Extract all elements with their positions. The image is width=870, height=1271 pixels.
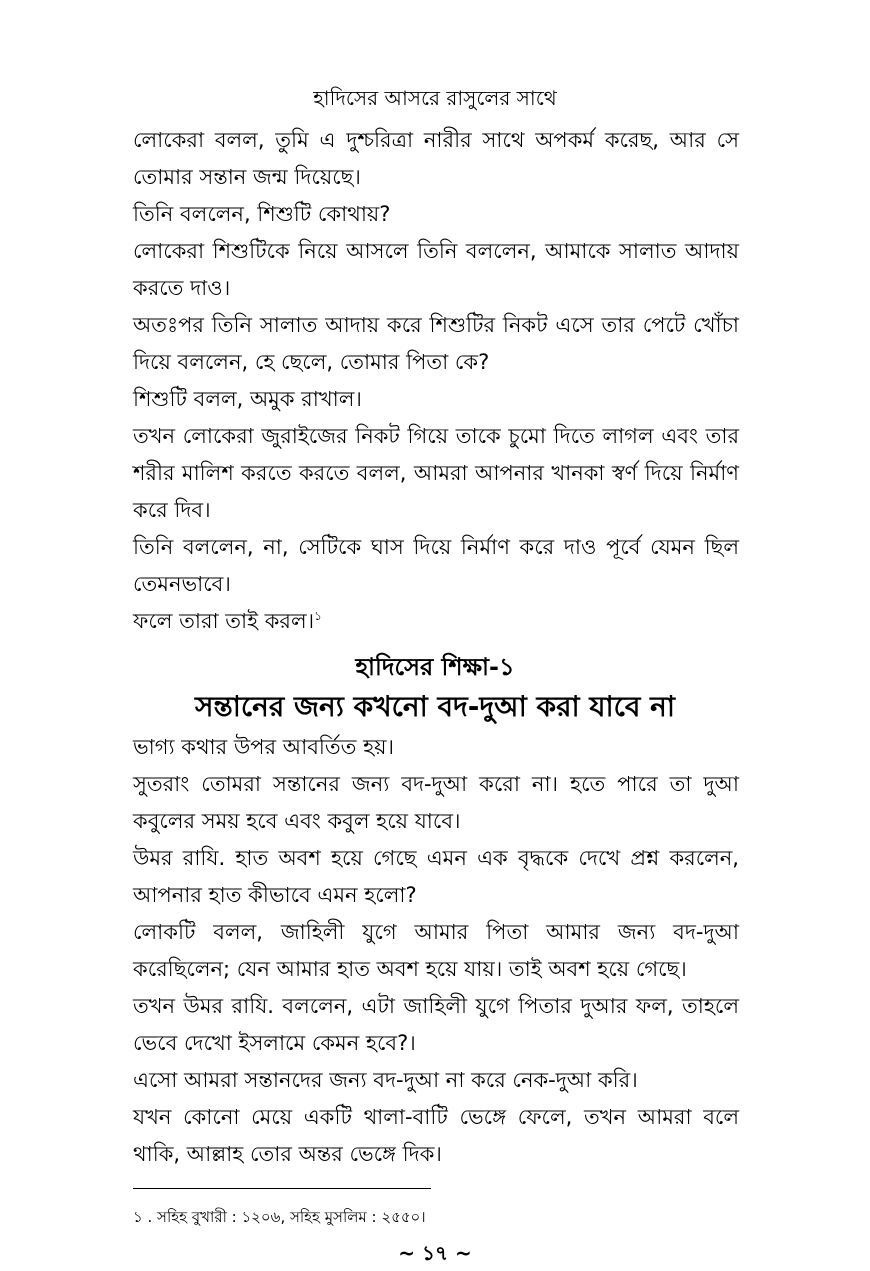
- footnote-marker: ১: [314, 609, 322, 623]
- story-paragraph-7: তিনি বললেন, না, সেটিকে ঘাস দিয়ে নির্মাণ করে দাও পূর্বে যেমন ছিল তেমনভাবে।: [133, 535, 739, 596]
- lesson-paragraph-4: লোকটি বলল, জাহিলী যুগে আমার পিতা আমার জন্য বদ-দুআ করেছিলেন; যেন আমার হাত অবশ হয়ে যায়। তাই অবশ হয়ে গেছে।: [133, 920, 739, 981]
- lesson-paragraph-3: উমর রাযি. হাত অবশ হয়ে গেছে এমন এক বৃদ্ধকে দেখে প্রশ্ন করলেন, আপনার হাত কীভাবে এমন হলো?: [133, 846, 739, 907]
- story-paragraph-3: লোকেরা শিশুটিকে নিয়ে আসলে তিনি বললেন, আমাকে সালাত আদায় করতে দাও।: [133, 239, 739, 300]
- running-header: হাদিসের আসরে রাসুলের সাথে: [313, 86, 557, 110]
- story-paragraph-6: তখন লোকেরা জুরাইজের নিকট গিয়ে তাকে চুমো দিতে লাগল এবং তার শরীর মালিশ করতে করতে বলল, আমরা আপনার খানকা স্বর্ণ দিয়ে নির্মাণ করে দিব।: [133, 424, 739, 522]
- lesson-paragraph-6: এসো আমরা সন্তানদের জন্য বদ-দুআ না করে নেক-দুআ করি।: [133, 1068, 638, 1092]
- story-paragraph-1: লোকেরা বলল, তুমি এ দুশ্চরিত্রা নারীর সাথে অপকর্ম করেছ, আর সে তোমার সন্তান জন্ম দিয়েছে।: [133, 128, 739, 189]
- story-last-line: ফলে তারা তাই করল।: [133, 609, 315, 633]
- page-number: ~ ১৭ ~: [398, 1241, 472, 1265]
- lesson-subheading: হাদিসের শিক্ষা-১: [355, 653, 515, 681]
- lesson-paragraph-1: ভাগ্য কথার উপর আবর্তিত হয়।: [133, 735, 395, 759]
- story-paragraph-2: তিনি বললেন, শিশুটি কোথায়?: [133, 202, 391, 226]
- lesson-heading: সন্তানের জন্য কখনো বদ-দুআ করা যাবে না: [194, 690, 676, 723]
- story-text: [133, 122, 739, 640]
- lesson-text: [133, 729, 739, 1173]
- story-paragraph-8: [133, 603, 739, 640]
- lesson-paragraph-5: তখন উমর রাযি. বললেন, এটা জাহিলী যুগে পিতার দুআর ফল, তাহলে ভেবে দেখো ইসলামে কেমন হবে?।: [133, 994, 739, 1055]
- lesson-paragraph-7: যখন কোনো মেয়ে একটি থালা-বাটি ভেঙ্গে ফেলে, তখন আমরা বলে থাকি, আল্লাহ তোর অন্তর ভেঙ্গে দিক।: [133, 1105, 739, 1166]
- story-paragraph-5: শিশুটি বলল, অমুক রাখাল।: [133, 387, 362, 411]
- story-paragraph-4: অতঃপর তিনি সালাত আদায় করে শিশুটির নিকট এসে তার পেটে খোঁচা দিয়ে বললেন, হে ছেলে, তোমার পিতা কে?: [133, 313, 739, 374]
- lesson-paragraph-2: সুতরাং তোমরা সন্তানের জন্য বদ-দুআ করো না। হতে পারে তা দুআ কবুলের সময় হবে এবং কবুল হয়ে যাবে।: [133, 772, 739, 833]
- footnote: ১ . সহিহ বুখারী : ১২০৬, সহিহ মুসলিম : ২৫৫০।: [133, 1208, 426, 1226]
- footnote-divider: [133, 1188, 431, 1189]
